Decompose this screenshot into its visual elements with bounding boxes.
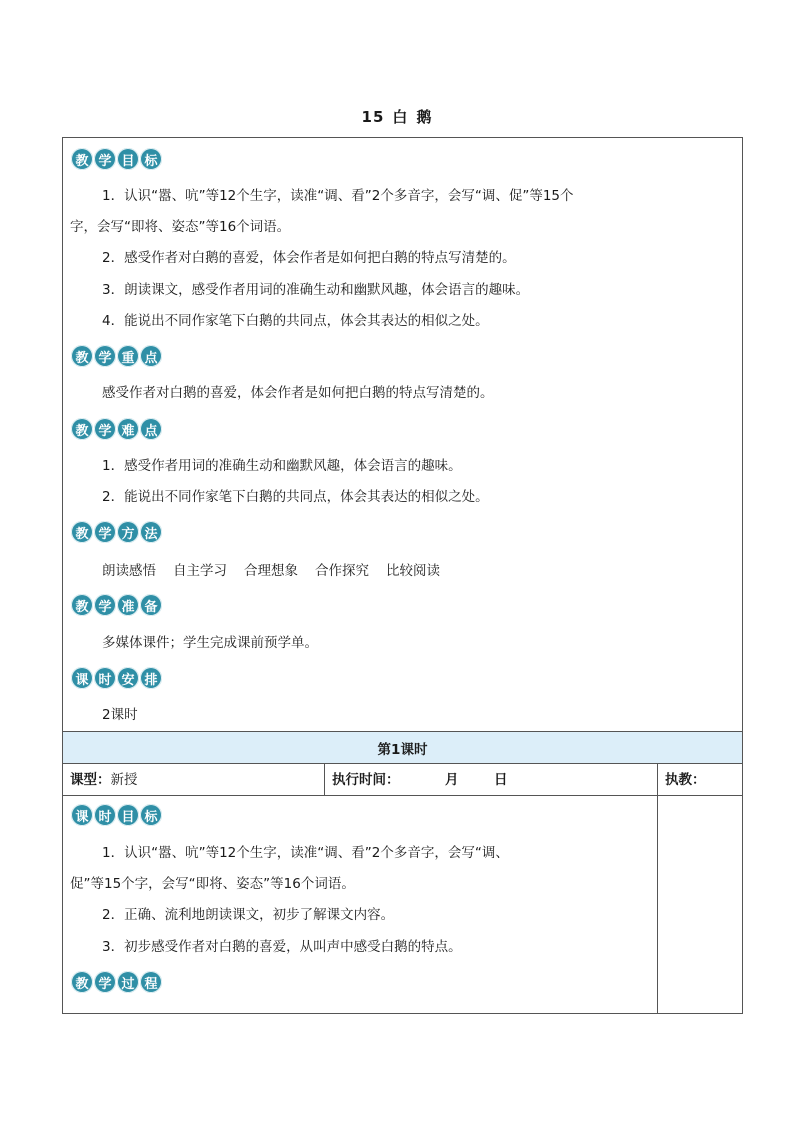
badge-char: 程 xyxy=(140,971,162,993)
schedule-line: 2课时 xyxy=(102,707,138,723)
badge-char: 过 xyxy=(117,971,139,993)
divider xyxy=(62,763,743,764)
badge-char: 点 xyxy=(140,345,162,367)
badge-char: 重 xyxy=(117,345,139,367)
methods-list xyxy=(102,562,457,580)
badge-char: 准 xyxy=(117,594,139,616)
badge-char: 课 xyxy=(71,804,93,826)
goal-line: 字，会写“即将、姿态”等16个词语。 xyxy=(70,219,291,235)
key-point-line: 感受作者对白鹅的喜爱，体会作者是如何把白鹅的特点写清楚的。 xyxy=(102,385,494,401)
title-char: 鹅 xyxy=(416,108,433,126)
difficult-point-line: 2．能说出不同作家笔下白鹅的共同点，体会其表达的相似之处。 xyxy=(102,489,489,505)
method-item: 自主学习 xyxy=(173,563,227,579)
section-badge-methods xyxy=(71,521,162,543)
lesson-type-label: 课型： xyxy=(70,772,111,788)
method-item: 朗读感悟 xyxy=(102,563,156,579)
section-badge-difficult-points xyxy=(71,418,162,440)
session-header xyxy=(63,732,742,763)
session-goal-line: 2．正确、流利地朗读课文，初步了解课文内容。 xyxy=(102,907,395,923)
lesson-type-value: 新授 xyxy=(110,772,138,788)
badge-char: 目 xyxy=(117,148,139,170)
badge-char: 方 xyxy=(117,521,139,543)
badge-char: 教 xyxy=(71,594,93,616)
badge-char: 学 xyxy=(94,594,116,616)
section-badge-session-goals xyxy=(71,804,162,826)
day-label: 日 xyxy=(494,772,508,788)
badge-char: 教 xyxy=(71,521,93,543)
lesson-number: 15 xyxy=(361,108,385,126)
lesson-type xyxy=(70,771,138,789)
badge-char: 难 xyxy=(117,418,139,440)
badge-char: 学 xyxy=(94,521,116,543)
session-title: 第1课时 xyxy=(377,741,428,758)
divider xyxy=(324,763,325,795)
teacher-label: 执教： xyxy=(665,772,706,788)
badge-char: 学 xyxy=(94,418,116,440)
difficult-point-line: 1．感受作者用词的准确生动和幽默风趣，体会语言的趣味。 xyxy=(102,458,462,474)
badge-char: 标 xyxy=(140,148,162,170)
badge-char: 安 xyxy=(117,667,139,689)
badge-char: 教 xyxy=(71,971,93,993)
goal-line: 3．朗读课文，感受作者用词的准确生动和幽默风趣，体会语言的趣味。 xyxy=(102,282,530,298)
badge-char: 教 xyxy=(71,418,93,440)
section-badge-teaching-process xyxy=(71,971,162,993)
badge-char: 学 xyxy=(94,971,116,993)
session-goal-line: 促”等15个字，会写“即将、姿态”等16个词语。 xyxy=(70,876,355,892)
method-item: 比较阅读 xyxy=(386,563,440,579)
session-goal-line: 1．认识“嚣、吭”等12个生字，读准“调、看”2个多音字，会写“调、 xyxy=(102,845,509,861)
month-label: 月 xyxy=(445,772,459,788)
preparation-line: 多媒体课件；学生完成课前预学单。 xyxy=(102,635,318,651)
badge-char: 学 xyxy=(94,148,116,170)
goal-line: 2．感受作者对白鹅的喜爱，体会作者是如何把白鹅的特点写清楚的。 xyxy=(102,250,516,266)
badge-char: 法 xyxy=(140,521,162,543)
badge-char: 备 xyxy=(140,594,162,616)
badge-char: 标 xyxy=(140,804,162,826)
badge-char: 学 xyxy=(94,345,116,367)
badge-char: 时 xyxy=(94,804,116,826)
page-title xyxy=(0,106,794,127)
method-item: 合理想象 xyxy=(244,563,298,579)
badge-char: 教 xyxy=(71,345,93,367)
title-char: 白 xyxy=(392,108,409,126)
badge-char: 时 xyxy=(94,667,116,689)
section-badge-teaching-goals xyxy=(71,148,162,170)
badge-char: 排 xyxy=(140,667,162,689)
badge-char: 目 xyxy=(117,804,139,826)
divider xyxy=(657,763,658,1014)
section-badge-preparation xyxy=(71,594,162,616)
goal-line: 4．能说出不同作家笔下白鹅的共同点，体会其表达的相似之处。 xyxy=(102,313,489,329)
badge-char: 课 xyxy=(71,667,93,689)
execution-time-label: 执行时间： xyxy=(332,772,400,788)
badge-char: 点 xyxy=(140,418,162,440)
section-badge-key-points xyxy=(71,345,162,367)
divider xyxy=(62,795,743,796)
session-goal-line: 3．初步感受作者对白鹅的喜爱，从叫声中感受白鹅的特点。 xyxy=(102,939,462,955)
section-badge-schedule xyxy=(71,667,162,689)
method-item: 合作探究 xyxy=(315,563,369,579)
badge-char: 教 xyxy=(71,148,93,170)
goal-line: 1．认识“嚣、吭”等12个生字，读准“调、看”2个多音字，会写“调、促”等15个 xyxy=(102,188,574,204)
